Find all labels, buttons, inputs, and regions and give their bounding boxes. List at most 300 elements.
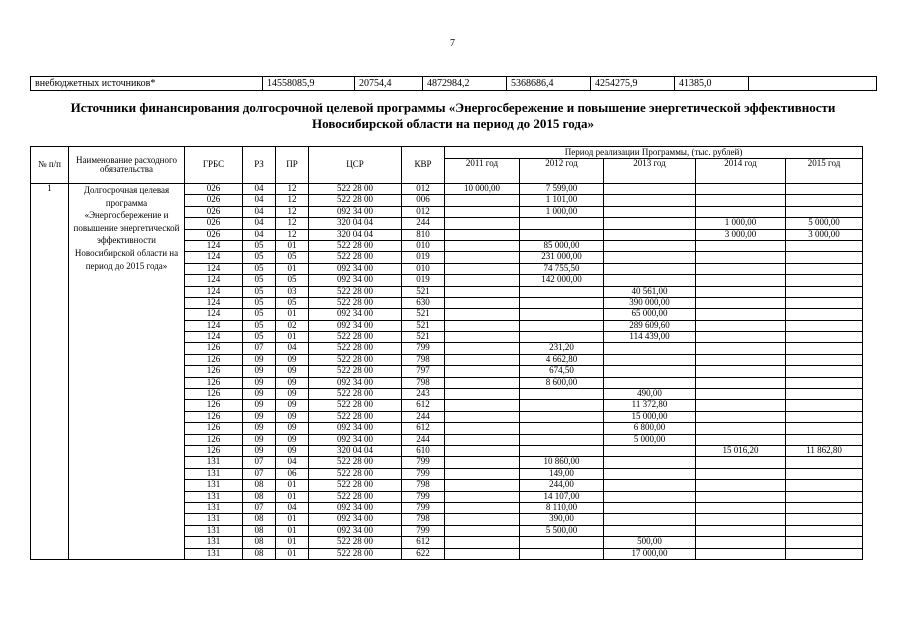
pr-cell: 09 [276, 434, 309, 445]
amount-2011-cell [445, 377, 520, 388]
grbs-cell: 124 [185, 275, 243, 286]
header-year: 2015 год [786, 159, 863, 184]
amount-2011-cell [445, 457, 520, 468]
kvr-cell: 798 [402, 514, 445, 525]
rz-cell: 08 [243, 548, 276, 559]
amount-2011-cell [445, 445, 520, 456]
pr-cell: 06 [276, 468, 309, 479]
amount-2014-cell [696, 400, 786, 411]
amount-2014-cell [696, 548, 786, 559]
amount-2014-cell [696, 502, 786, 513]
amount-2011-cell [445, 240, 520, 251]
csr-cell: 092 34 00 [309, 525, 402, 536]
amount-2015-cell [786, 343, 863, 354]
pr-cell: 12 [276, 195, 309, 206]
rz-cell: 09 [243, 389, 276, 400]
pr-cell: 04 [276, 457, 309, 468]
amount-2013-cell [604, 457, 696, 468]
amount-2015-cell [786, 434, 863, 445]
csr-cell: 522 28 00 [309, 389, 402, 400]
rz-cell: 04 [243, 229, 276, 240]
amount-2015-cell [786, 286, 863, 297]
csr-cell: 092 34 00 [309, 263, 402, 274]
csr-cell: 092 34 00 [309, 434, 402, 445]
csr-cell: 092 34 00 [309, 423, 402, 434]
pr-cell: 12 [276, 184, 309, 195]
grbs-cell: 026 [185, 195, 243, 206]
header-year: 2012 год [520, 159, 604, 184]
value-cell: 5368686,4 [507, 77, 591, 91]
amount-2013-cell [604, 218, 696, 229]
amount-2011-cell [445, 548, 520, 559]
amount-2014-cell: 15 016,20 [696, 445, 786, 456]
kvr-cell: 521 [402, 320, 445, 331]
amount-2013-cell: 500,00 [604, 537, 696, 548]
extrabudget-sources-row-table [30, 76, 877, 91]
amount-2014-cell [696, 434, 786, 445]
amount-2012-cell [520, 309, 604, 320]
grbs-cell: 124 [185, 320, 243, 331]
amount-2011-cell: 10 000,00 [445, 184, 520, 195]
csr-cell: 522 28 00 [309, 240, 402, 251]
amount-2014-cell [696, 252, 786, 263]
kvr-cell: 244 [402, 218, 445, 229]
grbs-cell: 126 [185, 400, 243, 411]
amount-2014-cell [696, 286, 786, 297]
amount-2015-cell [786, 423, 863, 434]
pr-cell: 12 [276, 229, 309, 240]
amount-2012-cell [520, 320, 604, 331]
kvr-cell: 612 [402, 423, 445, 434]
pr-cell: 09 [276, 354, 309, 365]
amount-2011-cell [445, 297, 520, 308]
csr-cell: 522 28 00 [309, 537, 402, 548]
amount-2013-cell [604, 252, 696, 263]
amount-2013-cell [604, 514, 696, 525]
amount-2013-cell: 390 000,00 [604, 297, 696, 308]
grbs-cell: 126 [185, 411, 243, 422]
amount-2012-cell: 674,50 [520, 366, 604, 377]
amount-2013-cell [604, 184, 696, 195]
amount-2014-cell [696, 491, 786, 502]
rz-cell: 08 [243, 525, 276, 536]
kvr-cell: 799 [402, 525, 445, 536]
amount-2015-cell [786, 491, 863, 502]
amount-2013-cell [604, 240, 696, 251]
kvr-cell: 612 [402, 537, 445, 548]
amount-2015-cell [786, 332, 863, 343]
pr-cell: 02 [276, 320, 309, 331]
grbs-cell: 124 [185, 332, 243, 343]
amount-2013-cell [604, 366, 696, 377]
header-year: 2014 год [696, 159, 786, 184]
amount-2013-cell: 65 000,00 [604, 309, 696, 320]
amount-2013-cell [604, 525, 696, 536]
amount-2013-cell: 11 372,80 [604, 400, 696, 411]
csr-cell: 092 34 00 [309, 275, 402, 286]
amount-2015-cell [786, 389, 863, 400]
kvr-cell: 610 [402, 445, 445, 456]
amount-2011-cell [445, 468, 520, 479]
amount-2013-cell [604, 468, 696, 479]
csr-cell: 522 28 00 [309, 184, 402, 195]
kvr-cell: 243 [402, 389, 445, 400]
csr-cell: 320 04 04 [309, 218, 402, 229]
amount-2014-cell [696, 320, 786, 331]
amount-2015-cell [786, 263, 863, 274]
grbs-cell: 126 [185, 366, 243, 377]
amount-2014-cell [696, 468, 786, 479]
amount-2013-cell [604, 229, 696, 240]
amount-2013-cell [604, 343, 696, 354]
csr-cell: 092 34 00 [309, 377, 402, 388]
amount-2014-cell [696, 423, 786, 434]
grbs-cell: 126 [185, 354, 243, 365]
header-num: № п/п [31, 147, 69, 184]
kvr-cell: 521 [402, 332, 445, 343]
amount-2013-cell [604, 275, 696, 286]
grbs-cell: 131 [185, 491, 243, 502]
amount-2011-cell [445, 332, 520, 343]
rz-cell: 09 [243, 354, 276, 365]
rz-cell: 05 [243, 286, 276, 297]
csr-cell: 092 34 00 [309, 206, 402, 217]
amount-2013-cell: 490,00 [604, 389, 696, 400]
grbs-cell: 126 [185, 377, 243, 388]
csr-cell: 092 34 00 [309, 309, 402, 320]
grbs-cell: 124 [185, 252, 243, 263]
rz-cell: 04 [243, 218, 276, 229]
amount-2011-cell [445, 252, 520, 263]
amount-2012-cell [520, 423, 604, 434]
document-title: Источники финансирования долгосрочной целевой программы «Энергосбережение и повышение энергетической эффективности Новосибирской области на период до 2015 года» [70, 100, 836, 131]
amount-2015-cell [786, 297, 863, 308]
amount-2012-cell: 149,00 [520, 468, 604, 479]
kvr-cell: 244 [402, 411, 445, 422]
page-number: 7 [450, 38, 455, 49]
kvr-cell: 521 [402, 309, 445, 320]
amount-2011-cell [445, 423, 520, 434]
kvr-cell: 012 [402, 184, 445, 195]
pr-cell: 09 [276, 411, 309, 422]
amount-2012-cell: 142 000,00 [520, 275, 604, 286]
amount-2012-cell: 10 860,00 [520, 457, 604, 468]
kvr-cell: 012 [402, 206, 445, 217]
grbs-cell: 026 [185, 206, 243, 217]
grbs-cell: 131 [185, 525, 243, 536]
table-row [31, 184, 863, 195]
csr-cell: 092 34 00 [309, 514, 402, 525]
kvr-cell: 244 [402, 434, 445, 445]
amount-2013-cell: 289 609,60 [604, 320, 696, 331]
csr-cell: 522 28 00 [309, 354, 402, 365]
kvr-cell: 019 [402, 252, 445, 263]
amount-2015-cell [786, 502, 863, 513]
rz-cell: 05 [243, 309, 276, 320]
kvr-cell: 810 [402, 229, 445, 240]
amount-2011-cell [445, 195, 520, 206]
kvr-cell: 799 [402, 491, 445, 502]
amount-2013-cell [604, 263, 696, 274]
pr-cell: 01 [276, 263, 309, 274]
rz-cell: 07 [243, 502, 276, 513]
amount-2011-cell [445, 309, 520, 320]
amount-2012-cell [520, 445, 604, 456]
amount-2012-cell [520, 297, 604, 308]
amount-2012-cell: 231 000,00 [520, 252, 604, 263]
grbs-cell: 126 [185, 445, 243, 456]
rz-cell: 04 [243, 184, 276, 195]
amount-2014-cell [696, 354, 786, 365]
pr-cell: 04 [276, 502, 309, 513]
pr-cell: 05 [276, 297, 309, 308]
amount-2015-cell: 11 862,80 [786, 445, 863, 456]
amount-2012-cell: 74 755,50 [520, 263, 604, 274]
rz-cell: 09 [243, 366, 276, 377]
amount-2015-cell [786, 252, 863, 263]
kvr-cell: 798 [402, 377, 445, 388]
value-cell: 20754,4 [355, 77, 423, 91]
grbs-cell: 126 [185, 434, 243, 445]
amount-2011-cell [445, 537, 520, 548]
pr-cell: 01 [276, 548, 309, 559]
amount-2011-cell [445, 525, 520, 536]
amount-2012-cell: 4 662,80 [520, 354, 604, 365]
pr-cell: 12 [276, 206, 309, 217]
csr-cell: 092 34 00 [309, 502, 402, 513]
amount-2012-cell: 8 600,00 [520, 377, 604, 388]
amount-2013-cell: 6 800,00 [604, 423, 696, 434]
grbs-cell: 026 [185, 229, 243, 240]
amount-2013-cell: 40 561,00 [604, 286, 696, 297]
amount-2013-cell: 114 439,00 [604, 332, 696, 343]
amount-2013-cell [604, 195, 696, 206]
amount-2014-cell [696, 537, 786, 548]
amount-2012-cell [520, 218, 604, 229]
amount-2013-cell: 5 000,00 [604, 434, 696, 445]
amount-2012-cell: 8 110,00 [520, 502, 604, 513]
amount-2012-cell [520, 389, 604, 400]
table-body [31, 184, 863, 560]
grbs-cell: 131 [185, 514, 243, 525]
amount-2012-cell [520, 332, 604, 343]
amount-2013-cell [604, 377, 696, 388]
amount-2015-cell [786, 480, 863, 491]
rz-cell: 08 [243, 514, 276, 525]
pr-cell: 09 [276, 377, 309, 388]
value-cell: 41385,0 [675, 77, 749, 91]
amount-2011-cell [445, 502, 520, 513]
header-name: Наименование расходного обязательства [69, 147, 185, 184]
pr-cell: 09 [276, 423, 309, 434]
amount-2014-cell: 1 000,00 [696, 218, 786, 229]
amount-2012-cell: 5 500,00 [520, 525, 604, 536]
header-year: 2011 год [445, 159, 520, 184]
amount-2014-cell [696, 457, 786, 468]
kvr-cell: 799 [402, 468, 445, 479]
amount-2013-cell [604, 491, 696, 502]
amount-2011-cell [445, 480, 520, 491]
rz-cell: 08 [243, 491, 276, 502]
amount-2015-cell [786, 366, 863, 377]
pr-cell: 01 [276, 514, 309, 525]
rz-cell: 05 [243, 297, 276, 308]
amount-2015-cell [786, 206, 863, 217]
kvr-cell: 010 [402, 240, 445, 251]
amount-2014-cell [696, 195, 786, 206]
pr-cell: 05 [276, 275, 309, 286]
pr-cell: 09 [276, 400, 309, 411]
grbs-cell: 126 [185, 389, 243, 400]
grbs-cell: 124 [185, 297, 243, 308]
amount-2014-cell [696, 389, 786, 400]
amount-2013-cell [604, 445, 696, 456]
amount-2015-cell [786, 195, 863, 206]
grbs-cell: 131 [185, 537, 243, 548]
rz-cell: 04 [243, 206, 276, 217]
grbs-cell: 124 [185, 309, 243, 320]
amount-2011-cell [445, 343, 520, 354]
csr-cell: 522 28 00 [309, 286, 402, 297]
amount-2011-cell [445, 218, 520, 229]
rz-cell: 05 [243, 332, 276, 343]
pr-cell: 01 [276, 491, 309, 502]
amount-2013-cell [604, 206, 696, 217]
row-label: внебюджетных источников* [31, 77, 263, 91]
rz-cell: 07 [243, 468, 276, 479]
rz-cell: 08 [243, 480, 276, 491]
amount-2014-cell [696, 309, 786, 320]
table-header [31, 147, 863, 184]
amount-2013-cell [604, 502, 696, 513]
grbs-cell: 124 [185, 286, 243, 297]
grbs-cell: 131 [185, 480, 243, 491]
amount-2014-cell [696, 411, 786, 422]
rz-cell: 07 [243, 457, 276, 468]
header-period: Период реализации Программы, (тыс. рублей) [445, 147, 863, 159]
rz-cell: 07 [243, 343, 276, 354]
amount-2012-cell: 390,00 [520, 514, 604, 525]
amount-2011-cell [445, 263, 520, 274]
rz-cell: 05 [243, 240, 276, 251]
pr-cell: 05 [276, 252, 309, 263]
csr-cell: 522 28 00 [309, 457, 402, 468]
amount-2014-cell [696, 206, 786, 217]
amount-2012-cell: 14 107,00 [520, 491, 604, 502]
rz-cell: 09 [243, 411, 276, 422]
pr-cell: 01 [276, 332, 309, 343]
amount-2012-cell [520, 229, 604, 240]
grbs-cell: 131 [185, 548, 243, 559]
amount-2015-cell [786, 275, 863, 286]
grbs-cell: 124 [185, 263, 243, 274]
csr-cell: 522 28 00 [309, 468, 402, 479]
amount-2011-cell [445, 320, 520, 331]
rz-cell: 09 [243, 445, 276, 456]
csr-cell: 092 34 00 [309, 320, 402, 331]
amount-2012-cell: 85 000,00 [520, 240, 604, 251]
rz-cell: 09 [243, 434, 276, 445]
amount-2014-cell [696, 240, 786, 251]
amount-2014-cell [696, 297, 786, 308]
value-cell: 4872984,2 [423, 77, 507, 91]
grbs-cell: 126 [185, 423, 243, 434]
pr-cell: 09 [276, 389, 309, 400]
amount-2011-cell [445, 206, 520, 217]
amount-2015-cell [786, 184, 863, 195]
rz-cell: 09 [243, 377, 276, 388]
header-rz: РЗ [243, 147, 276, 184]
amount-2015-cell [786, 400, 863, 411]
csr-cell: 522 28 00 [309, 332, 402, 343]
header-kvr: КВР [402, 147, 445, 184]
rz-cell: 09 [243, 423, 276, 434]
csr-cell: 522 28 00 [309, 195, 402, 206]
amount-2011-cell [445, 286, 520, 297]
csr-cell: 522 28 00 [309, 252, 402, 263]
kvr-cell: 799 [402, 343, 445, 354]
pr-cell: 04 [276, 343, 309, 354]
header-year: 2013 год [604, 159, 696, 184]
amount-2014-cell [696, 525, 786, 536]
amount-2015-cell [786, 548, 863, 559]
amount-2012-cell [520, 548, 604, 559]
item-number: 1 [31, 184, 69, 560]
pr-cell: 03 [276, 286, 309, 297]
pr-cell: 01 [276, 480, 309, 491]
rz-cell: 05 [243, 275, 276, 286]
amount-2014-cell [696, 263, 786, 274]
amount-2015-cell [786, 411, 863, 422]
kvr-cell: 797 [402, 366, 445, 377]
kvr-cell: 622 [402, 548, 445, 559]
amount-2011-cell [445, 434, 520, 445]
kvr-cell: 612 [402, 400, 445, 411]
amount-2012-cell [520, 434, 604, 445]
csr-cell: 522 28 00 [309, 480, 402, 491]
kvr-cell: 019 [402, 275, 445, 286]
amount-2011-cell [445, 514, 520, 525]
amount-2012-cell [520, 537, 604, 548]
csr-cell: 522 28 00 [309, 548, 402, 559]
grbs-cell: 131 [185, 468, 243, 479]
amount-2015-cell: 5 000,00 [786, 218, 863, 229]
amount-2012-cell [520, 411, 604, 422]
kvr-cell: 630 [402, 297, 445, 308]
financing-sources-table [30, 146, 863, 560]
amount-2012-cell: 231,20 [520, 343, 604, 354]
amount-2013-cell [604, 480, 696, 491]
amount-2015-cell [786, 514, 863, 525]
pr-cell: 01 [276, 309, 309, 320]
amount-2014-cell [696, 343, 786, 354]
amount-2014-cell [696, 275, 786, 286]
value-cell: 4254275,9 [591, 77, 675, 91]
csr-cell: 522 28 00 [309, 400, 402, 411]
amount-2015-cell: 3 000,00 [786, 229, 863, 240]
amount-2012-cell [520, 286, 604, 297]
pr-cell: 09 [276, 445, 309, 456]
amount-2011-cell [445, 366, 520, 377]
value-cell: 14558085,9 [263, 77, 355, 91]
rz-cell: 05 [243, 263, 276, 274]
amount-2012-cell: 244,00 [520, 480, 604, 491]
csr-cell: 522 28 00 [309, 411, 402, 422]
header-grbs: ГРБС [185, 147, 243, 184]
amount-2012-cell: 7 599,00 [520, 184, 604, 195]
amount-2014-cell [696, 332, 786, 343]
amount-2011-cell [445, 411, 520, 422]
